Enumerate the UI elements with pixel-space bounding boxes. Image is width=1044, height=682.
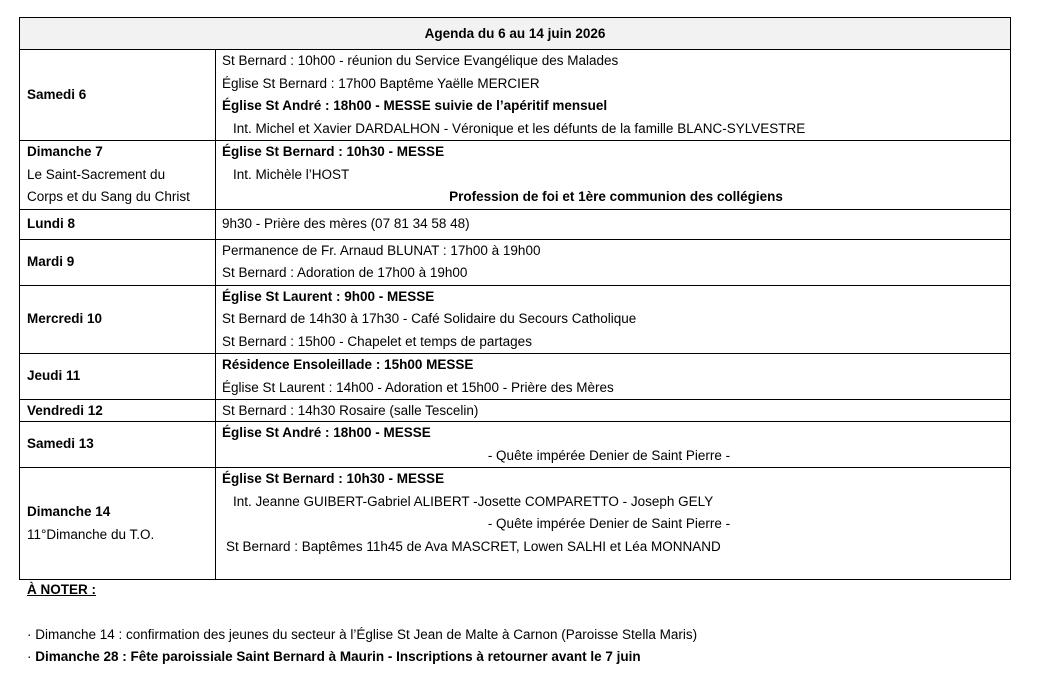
events-cell — [216, 354, 1011, 400]
event-line: Église St Bernard : 10h30 - MESSE — [222, 144, 445, 159]
day-subtitle: Le Saint-Sacrement du — [27, 166, 166, 182]
event-line: Résidence Ensoleillade : 15h00 MESSE — [222, 357, 474, 372]
table-row — [20, 209, 1011, 239]
day-cell — [20, 141, 216, 210]
day-name: Samedi 6 — [27, 86, 87, 102]
table-row — [20, 141, 1011, 210]
day-cell — [20, 209, 216, 239]
event-line: Église St André : 18h00 - MESSE — [222, 425, 431, 440]
event-line: St Bernard : 10h00 - réunion du Service Evangélique des Malades — [222, 53, 619, 68]
table-row — [20, 354, 1011, 400]
events-cell — [216, 285, 1011, 354]
day-name: Mercredi 10 — [27, 311, 103, 326]
event-line: St Bernard : 14h30 Rosaire (salle Tescelin) — [222, 402, 479, 418]
event-line: - Quête impérée Denier de Saint Pierre - — [487, 447, 731, 463]
day-name: Mardi 9 — [27, 253, 75, 269]
table-row — [20, 285, 1011, 354]
events-cell — [216, 400, 1011, 422]
day-subtitle: 11°Dimanche du T.O. — [27, 526, 155, 542]
event-line: St Bernard : Baptêmes 11h45 de Ava MASCRET, Lowen SALHI et Léa MONNAND — [226, 538, 721, 554]
event-line: St Bernard : 15h00 - Chapelet et temps de partages — [222, 333, 532, 349]
day-cell — [20, 50, 216, 141]
events-cell — [216, 422, 1011, 468]
day-name: Dimanche 7 — [27, 144, 103, 159]
note-bullet: · — [27, 649, 36, 664]
note-text: Dimanche 28 : Fête paroissiale Saint Bernard à Maurin - Inscriptions à retourner avant le 7 juin — [35, 649, 641, 664]
day-cell — [20, 285, 216, 354]
agenda-table — [19, 17, 1011, 580]
day-name: Jeudi 11 — [27, 368, 81, 384]
day-cell — [20, 422, 216, 468]
events-cell — [216, 239, 1011, 285]
note-item: · Dimanche 14 : confirmation des jeunes du secteur à l’Église St Jean de Malte à Carnon (Paroisse Stella Maris) — [27, 626, 698, 642]
day-cell — [20, 468, 216, 580]
agenda-title: Agenda du 6 au 14 juin 2026 — [20, 18, 1011, 50]
events-cell — [216, 468, 1011, 580]
table-row — [20, 50, 1011, 141]
event-line: St Bernard de 14h30 à 17h30 - Café Solidaire du Secours Catholique — [222, 311, 637, 326]
event-line: Int. Jeanne GUIBERT-Gabriel ALIBERT -Josette COMPARETTO - Joseph GELY — [233, 493, 714, 509]
event-line: St Bernard : Adoration de 17h00 à 19h00 — [222, 265, 468, 280]
event-line: Église St Laurent : 14h00 - Adoration et 15h00 - Prière des Mères — [222, 379, 614, 395]
note-item — [27, 646, 1017, 669]
agenda-header-row — [20, 18, 1011, 50]
day-name: Samedi 13 — [27, 436, 94, 452]
day-name: Dimanche 14 — [27, 504, 111, 519]
event-line: Église St Laurent : 9h00 - MESSE — [222, 288, 435, 304]
event-line: Église St André : 18h00 - MESSE suivie de l’apéritif mensuel — [222, 98, 608, 113]
notes-section — [27, 579, 1017, 669]
event-line: Int. Michel et Xavier DARDALHON - Véronique et les défunts de la famille BLANC-SYLVESTRE — [233, 120, 806, 136]
day-name: Vendredi 12 — [27, 402, 103, 418]
event-line: - Quête impérée Denier de Saint Pierre - — [487, 516, 731, 531]
event-line: Profession de foi et 1ère communion des collégiens — [449, 189, 783, 204]
table-row — [20, 400, 1011, 422]
table-row — [20, 468, 1011, 580]
events-cell — [216, 50, 1011, 141]
event-line: Permanence de Fr. Arnaud BLUNAT : 17h00 à 19h00 — [222, 242, 541, 258]
day-cell — [20, 400, 216, 422]
table-row — [20, 422, 1011, 468]
day-name: Lundi 8 — [27, 215, 75, 231]
table-row — [20, 239, 1011, 285]
event-line: Int. Michèle l’HOST — [233, 166, 350, 182]
event-line: Église St Bernard : 10h30 - MESSE — [222, 471, 445, 486]
events-cell — [216, 209, 1011, 239]
day-subtitle: Corps et du Sang du Christ — [27, 189, 190, 204]
day-cell — [20, 239, 216, 285]
notes-spacer — [27, 602, 1017, 624]
day-cell — [20, 354, 216, 400]
event-line: 9h30 - Prière des mères (07 81 34 58 48) — [222, 215, 470, 231]
notes-title: À NOTER : — [27, 582, 96, 597]
event-line: Église St Bernard : 17h00 Baptême Yaëlle MERCIER — [222, 75, 540, 91]
events-cell — [216, 141, 1011, 210]
